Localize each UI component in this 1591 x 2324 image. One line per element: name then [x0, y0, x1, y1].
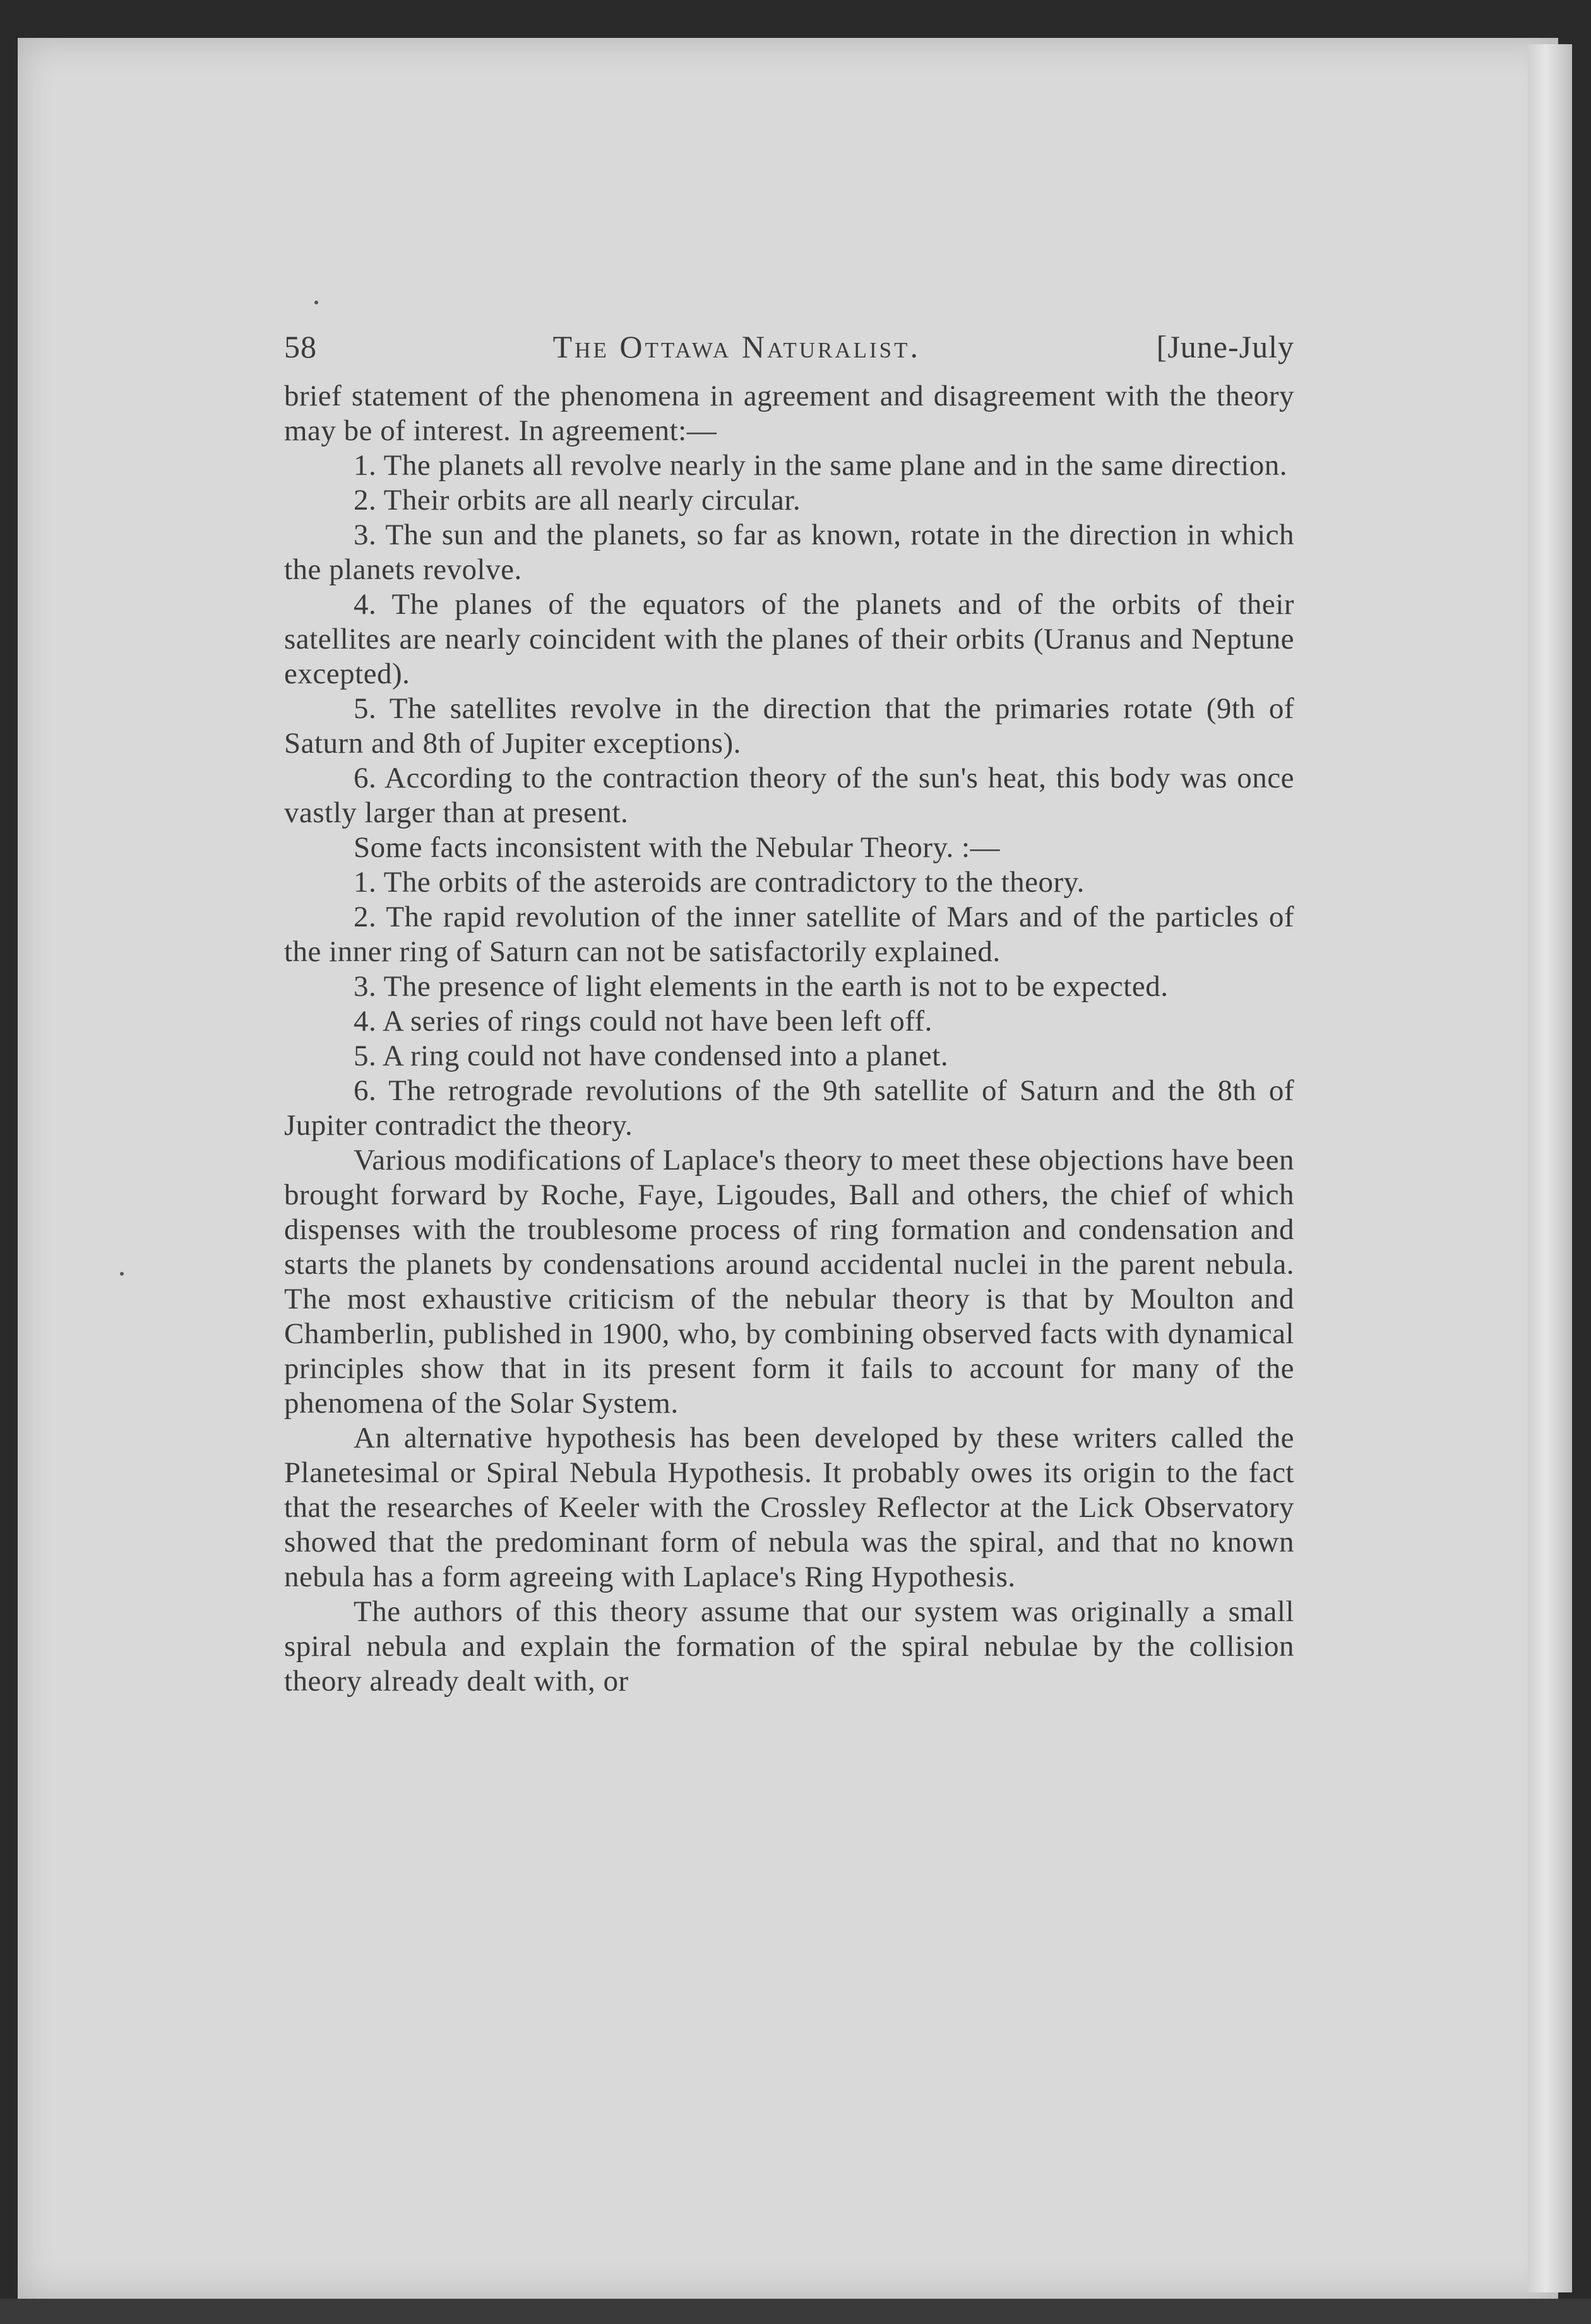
- journal-title: The Ottawa Naturalist.: [552, 329, 921, 364]
- paragraph: brief statement of the phenomena in agreement and disagreement with the theory may be of interest. In agreement:—: [284, 380, 1294, 447]
- paragraph: The authors of this theory assume that our system was originally a small spiral nebula and explain the formation of the spiral nebulae by the collision theory already dealt with, or: [284, 1595, 1294, 1698]
- issue-label: [June-July: [1156, 329, 1294, 364]
- page-number: 58: [284, 329, 317, 364]
- paragraph: 2. Their orbits are all nearly circular.: [354, 484, 801, 517]
- paragraph: An alternative hypothesis has been developed by these writers called the Planetesimal or Spiral Nebula Hypothesis. It probably owes its origin to the fact that the researches of Keeler with the Crossley Reflector at the Lick Observatory showed that the predominant form of nebula was the spiral, and that no known nebula has a form agreeing with Laplace's Ring Hypothesis.: [284, 1422, 1294, 1593]
- paragraph: 6. The retrograde revolutions of the 9th satellite of Saturn and the 8th of Jupiter contradict the theory.: [284, 1074, 1294, 1142]
- scan-bottom-edge: [0, 2299, 1591, 2324]
- scan-speck: [314, 301, 318, 304]
- running-head: [284, 328, 1294, 365]
- paragraph: 4. The planes of the equators of the planets and of the orbits of their satellites are nearly coincident with the planes of their orbits (Uranus and Neptune excepted).: [284, 588, 1294, 690]
- paragraph: 5. A ring could not have condensed into a planet.: [354, 1039, 949, 1072]
- page-content: [284, 328, 1294, 1699]
- paragraph: 5. The satellites revolve in the direction that the primaries rotate (9th of Saturn and 8th of Jupiter exceptions).: [284, 692, 1294, 760]
- paragraph: 1. The planets all revolve nearly in the same plane and in the same direction.: [354, 449, 1287, 482]
- paragraph: 2. The rapid revolution of the inner satellite of Mars and of the particles of the inner ring of Saturn can not be satisfactorily explained.: [284, 901, 1294, 968]
- paragraph: 6. According to the contraction theory of the sun's heat, this body was once vastly larger than at present.: [284, 762, 1294, 829]
- paragraph: 3. The sun and the planets, so far as known, rotate in the direction in which the planets revolve.: [284, 518, 1294, 586]
- paragraph: Various modifications of Laplace's theory to meet these objections have been brought forward by Roche, Faye, Ligoudes, Ball and others, the chief of which dispenses with the troublesome process of ring formation and condensation and starts the planets by condensations around accidental nuclei in the parent nebula. The most exhaustive criticism of the nebular theory is that by Moulton and Chamberlin, published in 1900, who, by combining observed facts with dynamical principles show that in its present form it fails to account for many of the phenomena of the Solar System.: [284, 1144, 1294, 1420]
- page-edge-right: [1528, 44, 1572, 2292]
- paragraph: 4. A series of rings could not have been left off.: [354, 1005, 933, 1038]
- paragraph: 1. The orbits of the asteroids are contradictory to the theory.: [354, 866, 1085, 899]
- paragraph: 3. The presence of light elements in the earth is not to be expected.: [354, 970, 1169, 1003]
- body-text: [284, 379, 1294, 1699]
- paragraph: Some facts inconsistent with the Nebular Theory. :—: [354, 831, 1001, 864]
- scan-speck: [120, 1272, 124, 1276]
